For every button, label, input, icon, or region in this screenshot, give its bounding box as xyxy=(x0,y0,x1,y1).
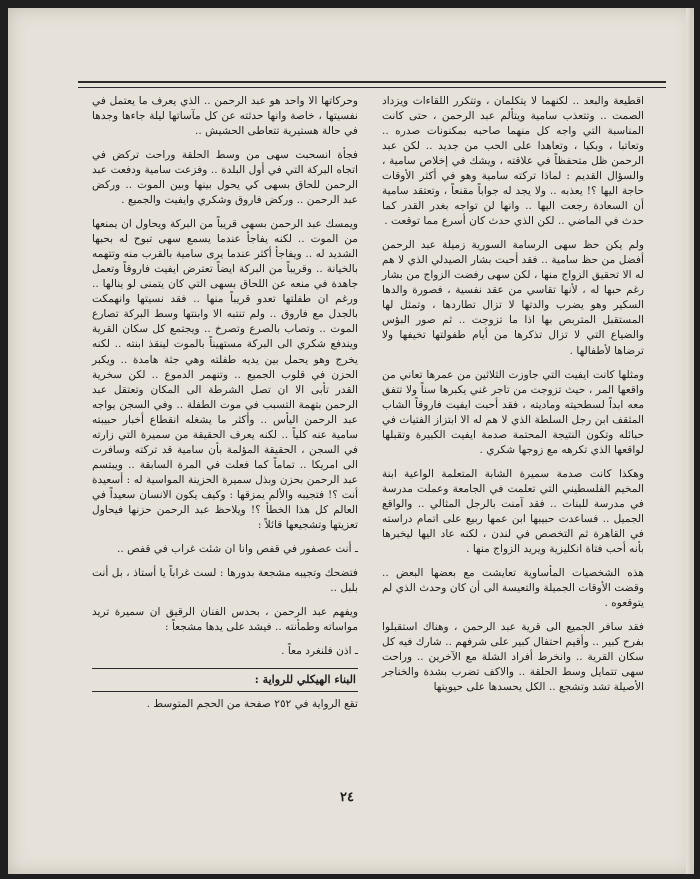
magazine-page xyxy=(8,8,694,874)
paragraph: فقد سافر الجميع الى قرية عبد الرحمن ، وهناك استقبلوا بفرح كبير .. وأقيم احتفال كبير على شرفهم .. شارك فيه كل سكان القرية .. وانخرط أفراد الشلة مع الآخرين .. وراحت سهى تتمايل وسط الحلقة .. والاكف تضرب بشدة والخناجر الأصيلة تشد وتشجع .. الكل يحسدها على حيويتها xyxy=(382,621,644,694)
paragraph: ومثلها كانت ايفيت التي جاوزت الثلاثين من عمرها تعاني من واقعها المر ، حيث تزوجت من تاجر غني يكبرها سناً ولا تتفق معه ابداً لسطحيته وماديته ، فقد أحبت ايفيت فاروقاً الشاب المثقف ابن رجل السلطة الذي لا هم له الا ابتزاز الفتيات في حبائله وتكون النتيجة المحتمة صدمة ايفيت الكبيرة وتقبلها لواقعها الذي تكرهه مع زوجها شكري . xyxy=(382,368,644,456)
paragraph: ويفهم عبد الرحمن ، بحدس الفنان الرقيق ان سميرة تريد مواساته وطمأنته .. فيشد على يدها مشجعاً : xyxy=(92,605,358,633)
page-number: ٢٤ xyxy=(340,790,354,805)
paragraph: ويمسك عبد الرحمن بسهى قريباً من البركة ويحاول ان يمنعها من الموت .. لكنه يفاجأ عندما يسمع سهى تبوح له بحبها الشديد له .. ويفاجأ أكثر عندما يرى سامية بالقرب منه وتتهمه بالخيانة .. وقريباً من البركة ايضاً تعترض ايفيت فاروقاً وتعمل جاهدة في منعه عن اللحاق بسهى التي كان يتمنى لو ينالها .. ورغم ان طفلتها تعدو قريباً منها .. فقد نسيتها وانهمكت بالجدل مع فاروق .. ولم تنتبه الا وابنتها وسط البركة تصارع الموت .. وتصاب بالصرع وتصرخ .. ويجتمع كل سكان القرية ويندفع شكري الى البركة مستهيناً بالموت لينقذ ابنته .. لكنه يخرج وهو يحمل بين يديه طفلته وهي جثة هامدة .. ويكبر الحزن في قلوب الجميع .. وتنهمر الدموع .. لكن سخرية القدر تأبى الا ان تصل الشرطة الى المكان وتعتقل عبد الرحمن بتهمة التسبب في موت الطفلة .. وفي السجن يواجه عبد الرحمن اليأس .. وأكثر ما يشغله انقطاع أخبار حبيبته سامية عنه كلياً .. لكنه يعرف الحقيقة من سميرة التي زارته في السجن ، الحقيقة المؤلمة بأن سامية قد تركته وسافرت الى امريكا .. تماماً كما فعلت في المرة السابقة .. ويبتسم عبد الرحمن بحزن وبذل سميرة الحزينة المواسية له : أسعيدة أنت ؟! فتجيبه والألم يمزقها : وكيف يكون الانسان سعيداً في العالم كل هذا الخطأ ؟! ويلاحظ عبد الرحمن حزنها فيحاول تعزيتها وتشجيعها قائلاً : xyxy=(92,218,358,531)
paragraph: فجأة انسحبت سهى من وسط الحلقة وراحت تركض في اتجاه البركة التي في أول البلدة .. وفزعت سامية ودفعت عبد الرحمن للحاق بسهى كي يحول بينها وبين الموت .. وركض عبد الرحمن .. وركض فاروق وشكري وايفيت والجميع . xyxy=(92,149,358,207)
page-edge xyxy=(686,8,692,874)
paragraph: وحركاتها الا واحد هو عبد الرحمن .. الذي يعرف ما يعتمل في نفسيتها ، خاصة وانها حدثته عن كل مآساتها ليلة جاءها وجدها في حالة هستيرية تتعاطى الحشيش .. xyxy=(92,95,358,138)
paragraph: ـ أنت عصفور في قفص وانا ان شئت غراب في قفص .. xyxy=(117,542,358,555)
paragraph: ـ اذن فلنغرد معاً . xyxy=(281,645,358,658)
paragraph: فتضحك وتجيبه مشجعة بدورها : لست غراباً يا أستاذ ، بل أنت بلبل .. xyxy=(92,566,358,594)
paragraph: اقطيعة والبعد .. لكنهما لا يتكلمان ، وتتكرر اللقاءات ويزداد الصمت .. وتتعذب سامية ويتألم عبد الرحمن ، حتى كانت المناسبة التي واجه كل منهما صاحبه بمكنونات صدره .. وتعاتبا ، وبكيا ، وتعاهدا على الحب من جديد .. لكن عبد الرحمن ظل متحفظاً في علاقته ، ويشك في إخلاص سامية ، والسؤال القديم : لماذا تركته سامية وهو في أكثر الأوقات حاجة اليها ؟! يعذبه .. ولا يجد له جواباً مقنعاً ، وتعتقد سامية أن السعادة رجعت اليها .. وانها لن تواجه بغدر القدر كما حدث في الماضي .. لكن الذي حدث كان أسرع مما توقعت . xyxy=(382,95,644,228)
left-column xyxy=(92,94,358,721)
paragraph: وهكذا كانت صدمة سميرة الشابة المتعلمة الواعية ابنة المخيم الفلسطيني التي تعلمت في الجامعة وعملت مدرسة في مدرسة للبنات .. فقد آمنت بالرجل المثالي .. والواقع الجميل .. فساعدت حبيبها ابن عمها ربيع على اتمام دراسته في القاهرة ثم التخصص في لندن ، لكنه عاد اليها ليخبرها بأنه أحب فتاة انكليزية ويريد الزواج منها . xyxy=(382,467,644,555)
paragraph: ولم يكن حظ سهى الرسامة السورية زميلة عبد الرحمن أفضل من حظ سامية .. فقد أحبت بشار الصيدلي الذي لا هم له الا تحقيق الزواج منها ، لكن سهى رفضت الزواج من بشار رغم حبها له ، لأنها تقاسي من عقد نفسية ، فصورة والدها السكير وهو يضرب والدتها لا تزال تطاردها ، وتمثل لها المستقبل المتربص بها اذا ما تزوجت .. ثم صور البؤس والضياع التي لا تزال تذكرها من أيام طفولتها تخيفها ولا ترضاها لأطفالها . xyxy=(382,239,644,357)
paragraph: هذه الشخصيات المأساوية تعايشت مع بعضها البعض .. وقضت الأوقات الجميلة والتعيسة الى أن كان وحدث الذي لم يتوقعوه . xyxy=(382,566,644,609)
section-paragraph: تقع الرواية في ٢٥٢ صفحة من الحجم المتوسط . xyxy=(146,697,358,710)
section-heading: البناء الهيكلي للرواية : xyxy=(92,668,358,692)
header-rule xyxy=(78,81,666,88)
right-column xyxy=(382,94,644,704)
